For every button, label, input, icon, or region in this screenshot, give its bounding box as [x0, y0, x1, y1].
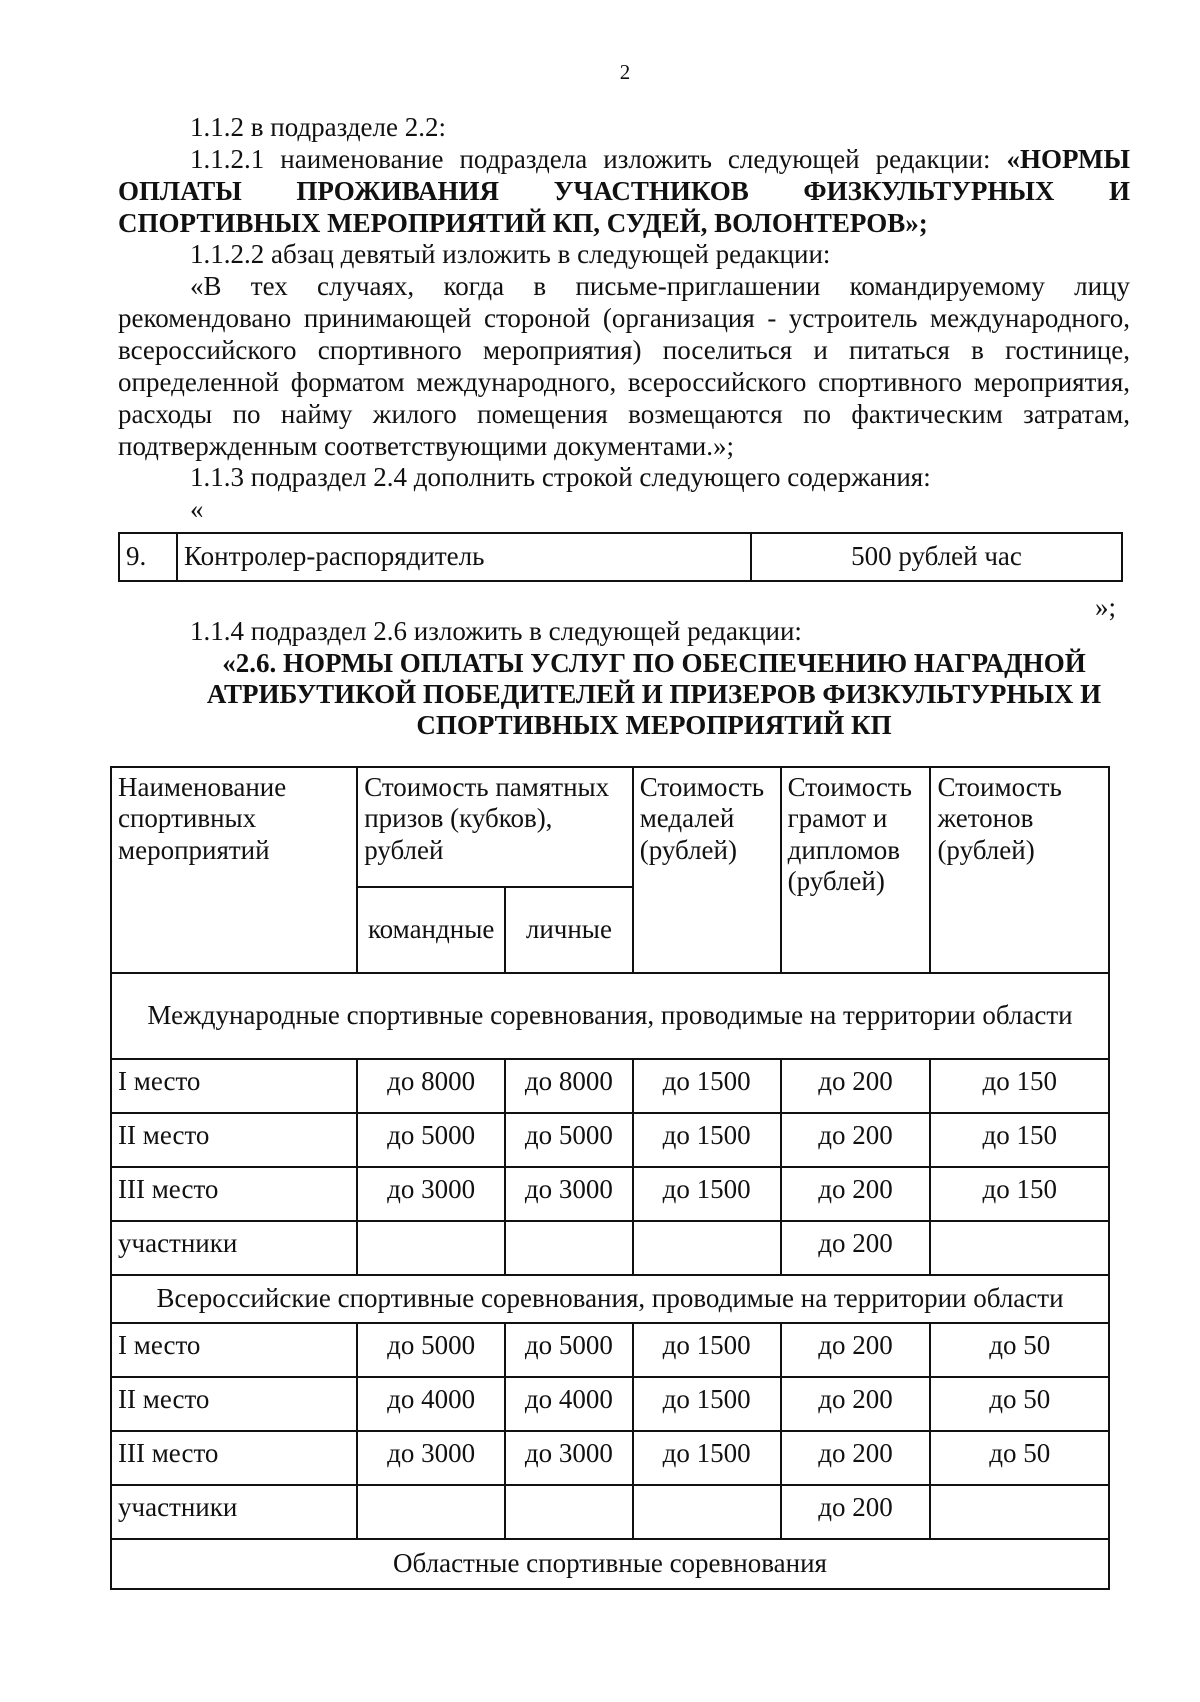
inserted-row-table	[118, 532, 1123, 582]
cell-personal: до 4000	[505, 1377, 633, 1431]
header-team: командные	[357, 887, 505, 973]
row-position-name: Контролер-распорядитель	[177, 533, 751, 581]
header-events: Наименование спортивных мероприятий	[111, 767, 357, 973]
cell-tokens: до 150	[930, 1113, 1109, 1167]
cell-tokens: до 50	[930, 1323, 1109, 1377]
cell-medals: до 1500	[633, 1059, 781, 1113]
cell-place: II место	[111, 1113, 357, 1167]
cell-place: I место	[111, 1059, 357, 1113]
header-diplomas: Стоимость грамот и дипломов (рублей)	[781, 767, 931, 973]
cell-tokens	[930, 1485, 1109, 1539]
cell-tokens	[930, 1221, 1109, 1275]
cell-medals	[633, 1221, 781, 1275]
section-row-international	[111, 973, 1109, 1059]
section-row-all-russian	[111, 1275, 1109, 1323]
cell-medals: до 1500	[633, 1113, 781, 1167]
cell-place: III место	[111, 1431, 357, 1485]
cell-personal	[505, 1221, 633, 1275]
header-medals: Стоимость медалей (рублей)	[633, 767, 781, 973]
cell-team	[357, 1221, 505, 1275]
cell-diplomas: до 200	[781, 1377, 931, 1431]
table-row	[111, 1485, 1109, 1539]
table-row	[111, 1113, 1109, 1167]
norms-table	[110, 766, 1110, 1590]
cell-team: до 5000	[357, 1113, 505, 1167]
cell-medals	[633, 1485, 781, 1539]
table-row	[111, 1377, 1109, 1431]
cell-team: до 3000	[357, 1167, 505, 1221]
cell-tokens: до 150	[930, 1059, 1109, 1113]
cell-diplomas: до 200	[781, 1167, 931, 1221]
amendment-text	[118, 112, 1130, 526]
table-row	[111, 1167, 1109, 1221]
cell-team: до 3000	[357, 1431, 505, 1485]
paragraph-ninth-text: «В тех случаях, когда в письме-приглашении командируемому лицу рекомендовано принимающей стороной (организация - устроитель международного, всероссийского спортивного мероприятия) поселиться и питаться в гостинице, определенной форматом международного, всероссийского спортивного мероприятия, расходы по найму жилого помещения возмещаются по фактическим затратам, подтвержденным соответствующими документами.»;	[118, 271, 1130, 461]
paragraph-1-1-2-1	[118, 144, 1130, 240]
cell-place: III место	[111, 1167, 357, 1221]
table-row	[111, 1323, 1109, 1377]
open-quote: «	[190, 494, 204, 525]
cell-personal: до 8000	[505, 1059, 633, 1113]
subsection-heading-2-6: «2.6. НОРМЫ ОПЛАТЫ УСЛУГ ПО ОБЕСПЕЧЕНИЮ НАГРАДНОЙ АТРИБУТИКОЙ ПОБЕДИТЕЛЕЙ И ПРИЗЕРОВ ФИЗКУЛЬТУРНЫХ И СПОРТИВНЫХ МЕРОПРИЯТИЙ КП	[206, 647, 1102, 741]
amendment-text-2	[118, 616, 1130, 742]
subsection-title-2-2: «НОРМЫ ОПЛАТЫ ПРОЖИВАНИЯ УЧАСТНИКОВ ФИЗКУЛЬТУРНЫХ И СПОРТИВНЫХ МЕРОПРИЯТИЙ КП, СУДЕЙ, ВОЛОНТЕРОВ»;	[118, 143, 1130, 238]
header-prizes: Стоимость памятных призов (кубков), рублей	[357, 767, 633, 887]
cell-personal: до 5000	[505, 1323, 633, 1377]
cell-diplomas: до 200	[781, 1221, 931, 1275]
cell-personal: до 5000	[505, 1113, 633, 1167]
cell-place: участники	[111, 1485, 357, 1539]
paragraph-1-1-3: 1.1.3 подраздел 2.4 дополнить строкой следующего содержания:	[190, 462, 931, 493]
cell-medals: до 1500	[633, 1377, 781, 1431]
cell-medals: до 1500	[633, 1167, 781, 1221]
table-row	[111, 1059, 1109, 1113]
section-title: Областные спортивные соревнования	[111, 1539, 1109, 1589]
cell-place: II место	[111, 1377, 357, 1431]
cell-team: до 8000	[357, 1059, 505, 1113]
cell-personal: до 3000	[505, 1431, 633, 1485]
cell-tokens: до 50	[930, 1431, 1109, 1485]
cell-tokens: до 50	[930, 1377, 1109, 1431]
page-number: 2	[619, 60, 631, 84]
paragraph-1-1-2: 1.1.2 в подразделе 2.2:	[190, 112, 446, 142]
section-row-regional	[111, 1539, 1109, 1589]
cell-diplomas: до 200	[781, 1323, 931, 1377]
header-personal: личные	[505, 887, 633, 973]
cell-team	[357, 1485, 505, 1539]
cell-medals: до 1500	[633, 1323, 781, 1377]
section-title: Всероссийские спортивные соревнования, проводимые на территории области	[111, 1275, 1109, 1323]
paragraph-1-1-4: 1.1.4 подраздел 2.6 изложить в следующей редакции:	[190, 616, 802, 646]
section-title: Международные спортивные соревнования, проводимые на территории области	[111, 973, 1109, 1059]
close-quote: »;	[1095, 592, 1117, 622]
row-rate: 500 рублей час	[751, 533, 1122, 581]
table-row	[111, 1221, 1109, 1275]
table-row	[119, 533, 1122, 581]
cell-personal: до 3000	[505, 1167, 633, 1221]
cell-diplomas: до 200	[781, 1485, 931, 1539]
row-number: 9.	[119, 533, 177, 581]
cell-place: I место	[111, 1323, 357, 1377]
paragraph-1-1-2-1-lead: 1.1.2.1 наименование подраздела изложить следующей редакции:	[190, 143, 1007, 174]
paragraph-1-1-2-2: 1.1.2.2 абзац девятый изложить в следующей редакции:	[190, 239, 831, 270]
table-row	[111, 1431, 1109, 1485]
cell-diplomas: до 200	[781, 1431, 931, 1485]
cell-place: участники	[111, 1221, 357, 1275]
cell-tokens: до 150	[930, 1167, 1109, 1221]
cell-diplomas: до 200	[781, 1059, 931, 1113]
cell-team: до 5000	[357, 1323, 505, 1377]
header-tokens: Стоимость жетонов (рублей)	[930, 767, 1109, 973]
cell-personal	[505, 1485, 633, 1539]
cell-diplomas: до 200	[781, 1113, 931, 1167]
table-header-row	[111, 767, 1109, 887]
cell-team: до 4000	[357, 1377, 505, 1431]
cell-medals: до 1500	[633, 1431, 781, 1485]
